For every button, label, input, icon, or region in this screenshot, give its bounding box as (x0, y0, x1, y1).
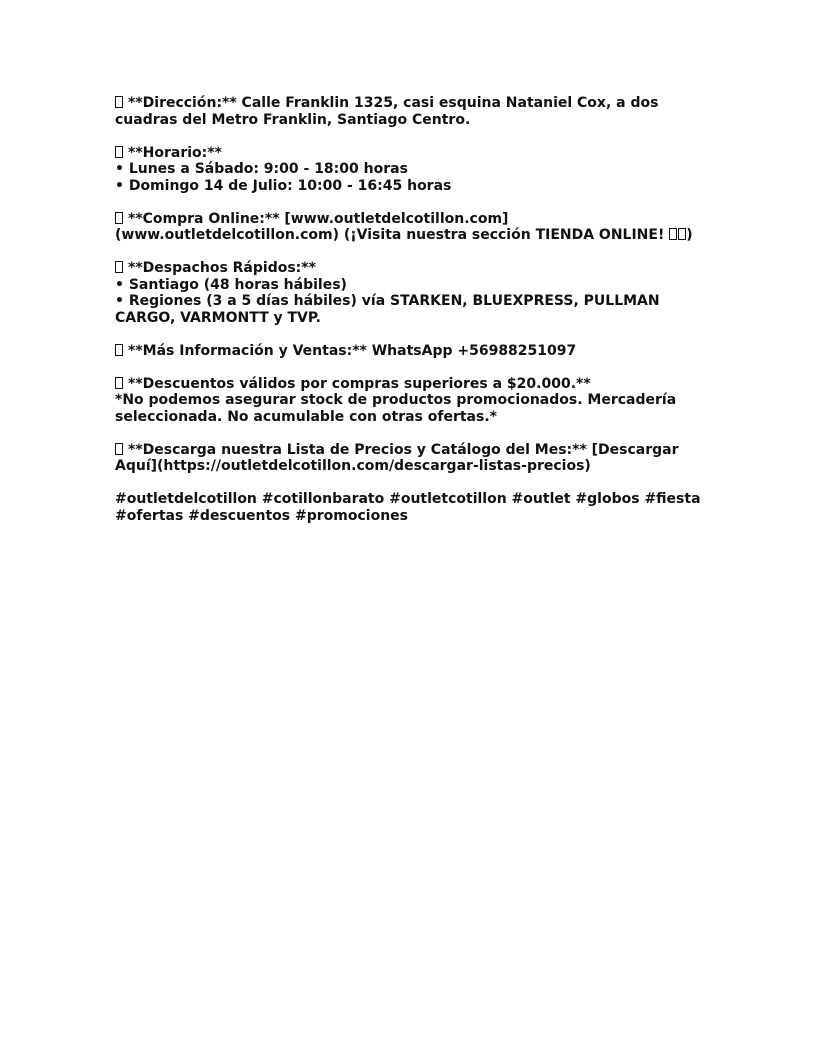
missing-glyph-icon (115, 443, 123, 455)
shipping-section (115, 260, 715, 326)
shipping-item: • Regiones (3 a 5 días hábiles) vía STARKEN, BLUEXPRESS, PULLMAN (115, 293, 660, 309)
online-line-2 (115, 227, 715, 244)
missing-glyph-icon (115, 377, 123, 389)
discounts-note-2: seleccionada. No acumulable con otras ofertas.* (115, 408, 497, 425)
contact-line (115, 343, 715, 360)
shipping-heading: **Despachos Rápidos:** (128, 260, 316, 276)
catalog-line-1 (115, 442, 715, 459)
online-text-end: ) (686, 227, 693, 243)
document-page (115, 95, 715, 541)
missing-glyph-icon (115, 344, 123, 356)
address-line-1 (115, 95, 715, 112)
catalog-section (115, 442, 715, 475)
hours-heading-line (115, 145, 715, 162)
address-section (115, 95, 715, 128)
contact-text: **Más Información y Ventas:** WhatsApp +56988251097 (128, 342, 577, 359)
missing-glyph-icon (115, 261, 123, 273)
discounts-note-1: *No podemos asegurar stock de productos promocionados. Mercadería (115, 392, 677, 408)
hashtags-line-1: #outletdelcotillon #cotillonbarato #outletcotillon #outlet #globos #fiesta (115, 491, 701, 507)
discounts-heading-line (115, 376, 715, 393)
address-text-1: **Dirección:** Calle Franklin 1325, casi esquina Nataniel Cox, a dos (128, 95, 659, 111)
missing-glyph-icon (669, 228, 677, 240)
hashtags-section (115, 491, 715, 524)
online-text-2: (www.outletdelcotillon.com) (¡Visita nuestra sección TIENDA ONLINE! (115, 227, 670, 243)
missing-glyph-pair (669, 227, 686, 244)
address-text-2: cuadras del Metro Franklin, Santiago Centro. (115, 111, 471, 128)
shipping-heading-line (115, 260, 715, 277)
catalog-text-2: Aquí](https://outletdelcotillon.com/descargar-listas-precios) (115, 458, 591, 474)
hours-item: • Lunes a Sábado: 9:00 - 18:00 horas (115, 161, 408, 177)
online-section (115, 211, 715, 244)
shipping-item: CARGO, VARMONTT y TVP. (115, 309, 321, 326)
hashtags-line-2: #ofertas #descuentos #promociones (115, 507, 409, 524)
discounts-section (115, 376, 715, 426)
hours-heading: **Horario:** (128, 144, 222, 161)
missing-glyph-icon (115, 146, 123, 158)
hours-item: • Domingo 14 de Julio: 10:00 - 16:45 horas (115, 177, 452, 194)
contact-section (115, 343, 715, 360)
online-line-1 (115, 211, 715, 228)
shipping-item: • Santiago (48 horas hábiles) (115, 276, 347, 293)
online-text-1: **Compra Online:** [www.outletdelcotillon.com] (128, 210, 509, 227)
catalog-text-1: **Descarga nuestra Lista de Precios y Catálogo del Mes:** [Descargar (128, 441, 679, 458)
missing-glyph-icon (115, 212, 123, 224)
discounts-heading: **Descuentos válidos por compras superiores a $20.000.** (128, 375, 591, 392)
hours-section (115, 145, 715, 195)
missing-glyph-icon (115, 96, 123, 108)
